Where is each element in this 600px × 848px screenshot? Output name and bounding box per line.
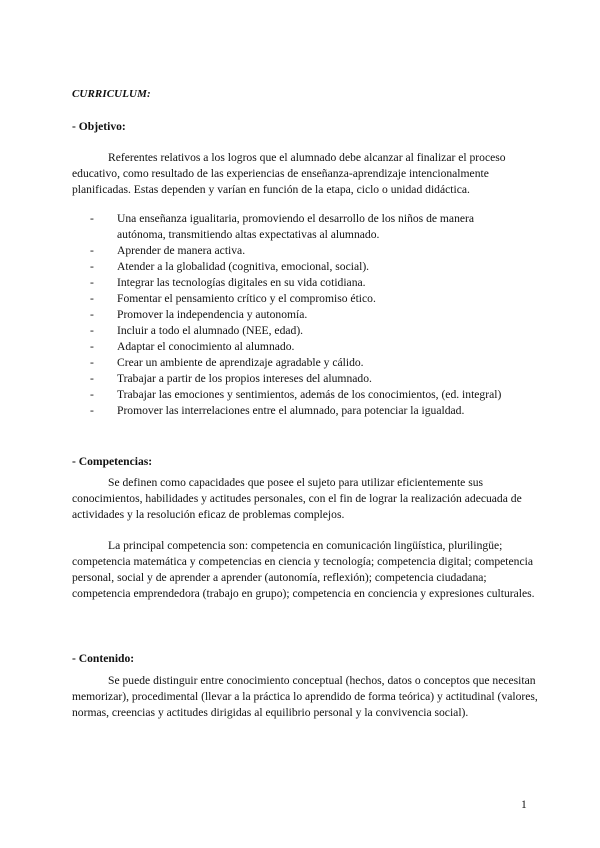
list-marker: - [90, 292, 94, 305]
section-heading-objetivo: - Objetivo: [72, 120, 126, 133]
list-item [72, 323, 512, 339]
list-item [72, 403, 512, 419]
list-item-text: Integrar las tecnologías digitales en su vida cotidiana. [117, 276, 366, 289]
list-item-text: Trabajar las emociones y sentimientos, además de los conocimientos, (ed. integral) [117, 388, 502, 401]
list-item [72, 387, 512, 403]
list-item-text: Promover las interrelaciones entre el alumnado, para potenciar la igualdad. [117, 404, 465, 417]
list-marker: - [90, 212, 94, 225]
list-marker: - [90, 372, 94, 385]
list-item [72, 339, 512, 355]
list-marker: - [90, 404, 94, 417]
list-marker: - [90, 276, 94, 289]
list-item-text: Una enseñanza igualitaria, promoviendo el desarrollo de los niños de manera autónoma, transmitiendo altas expectativas al alumnado. [117, 212, 475, 241]
list-item [72, 355, 512, 371]
list-item-text: Aprender de manera activa. [117, 244, 246, 257]
list-marker: - [90, 244, 94, 257]
list-marker: - [90, 388, 94, 401]
list-marker: - [90, 324, 94, 337]
section-heading-competencias: - Competencias: [72, 455, 153, 468]
list-item-text: Crear un ambiente de aprendizaje agradable y cálido. [117, 356, 364, 369]
document-title: CURRICULUM: [72, 88, 151, 100]
contenido-paragraph: Se puede distinguir entre conocimiento conceptual (hechos, datos o conceptos que necesitan memorizar), procedimental (llevar a la práctica lo aprendido de forma teórica) y actitudinal (valores, normas, creencias y actitudes dirigidas al equilibrio personal y la convivencia social). [72, 674, 538, 719]
list-item-text: Adaptar el conocimiento al alumnado. [117, 340, 295, 353]
list-item [72, 243, 512, 259]
page-number: 1 [521, 798, 527, 811]
document-page [72, 0, 542, 848]
competencias-paragraph-definition: Se definen como capacidades que posee el sujeto para utilizar eficientemente sus conocimientos, habilidades y actitudes personales, con el fin de lograr la realización adecuada de actividades y la resolución eficaz de problemas complejos. [72, 476, 522, 521]
list-item [72, 259, 512, 275]
objetivo-list [72, 211, 542, 419]
list-item-text: Trabajar a partir de los propios intereses del alumnado. [117, 372, 372, 385]
list-item-text: Fomentar el pensamiento crítico y el compromiso ético. [117, 292, 376, 305]
objetivo-paragraph: Referentes relativos a los logros que el alumnado debe alcanzar al finalizar el proceso educativo, como resultado de las experiencias de enseñanza-aprendizaje intencionalmente planificadas. Estas dependen y varían en función de la etapa, ciclo o unidad didáctica. [72, 151, 506, 196]
list-item [72, 291, 512, 307]
list-item-text: Promover la independencia y autonomía. [117, 308, 308, 321]
list-marker: - [90, 356, 94, 369]
list-marker: - [90, 340, 94, 353]
competencias-paragraph-list: La principal competencia son: competencia en comunicación lingüística, plurilingüe; competencia matemática y competencias en ciencia y tecnología; competencia digital; competencia personal, social y de aprender a aprender (autonomía, reflexión); competencia ciudadana; competencia emprendedora (trabajo en grupo); competencia en conciencia y expresiones culturales. [72, 539, 535, 600]
list-marker: - [90, 308, 94, 321]
list-item [72, 211, 512, 243]
list-item [72, 307, 512, 323]
list-item [72, 275, 512, 291]
section-heading-contenido: - Contenido: [72, 652, 135, 665]
list-item [72, 371, 512, 387]
list-item-text: Atender a la globalidad (cognitiva, emocional, social). [117, 260, 370, 273]
list-marker: - [90, 260, 94, 273]
list-item-text: Incluir a todo el alumnado (NEE, edad). [117, 324, 304, 337]
